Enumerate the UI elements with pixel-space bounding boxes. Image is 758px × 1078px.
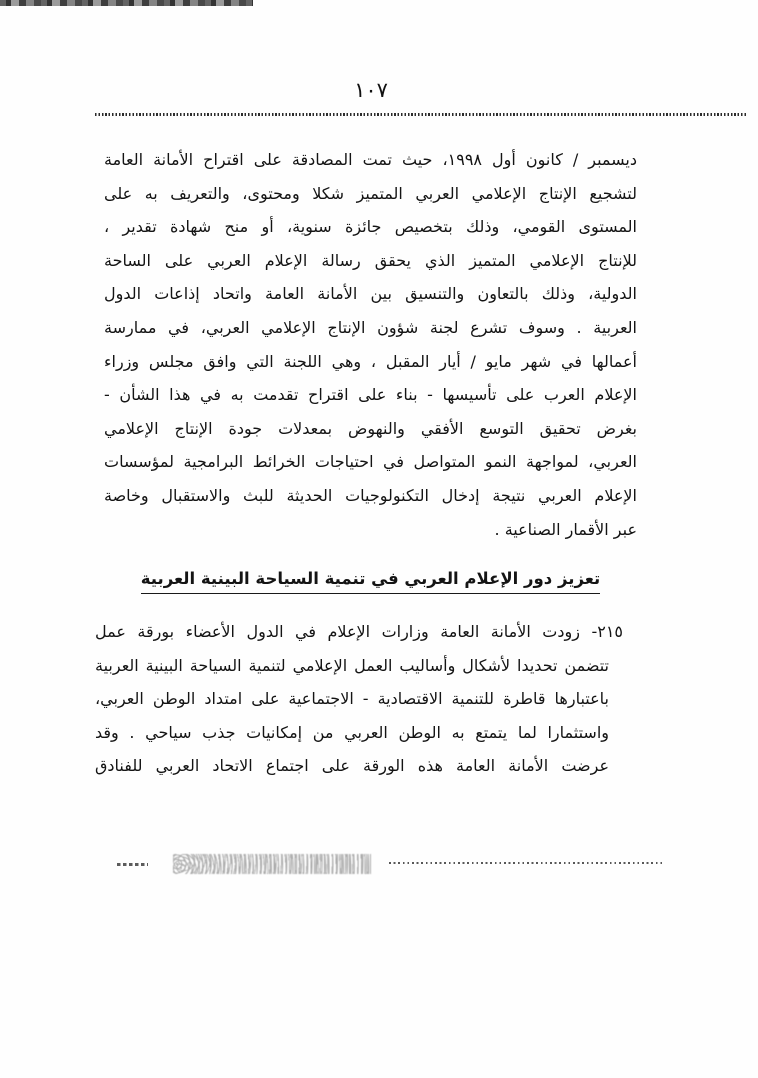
- text-line: تتضمن تحديدا لأشكال وأساليب العمل الإعلامي لتنمية السياحة البينية العربية: [95, 655, 609, 675]
- paragraph-media-production: [104, 143, 637, 546]
- section-heading-text: تعزيز دور الإعلام العربي في تنمية السياحة البينية العربية: [141, 569, 600, 594]
- text-line: باعتبارها قاطرة للتنمية الاقتصادية - الاجتماعية على امتداد الوطن العربي،: [95, 689, 609, 709]
- text-line: العربي، لمواجهة النمو المتواصل في احتياجات الخرائط البرامجية لمؤسسات: [104, 452, 637, 472]
- text-line: بغرض تحقيق التوسع الأفقي والنهوض بمعدلات جودة الإنتاج الإعلامي: [104, 418, 637, 438]
- header-dotted-rule: [95, 113, 747, 116]
- footer-marks: [115, 852, 665, 880]
- text-line: لتشجيع الإنتاج الإعلامي العربي المتميز شكلا ومحتوى، والتعريف به على: [104, 183, 637, 203]
- text-line: للإنتاج الإعلامي المتميز الذي يحقق رسالة الإعلام العربي على الساحة: [104, 250, 637, 270]
- text-line: ديسمبر / كانون أول ١٩٩٨، حيث تمت المصادقة على اقتراح الأمانة العامة: [104, 150, 637, 169]
- text-line: أعمالها في شهر مايو / أيار المقبل ، وهي اللجنة التي وافق مجلس وزراء: [104, 351, 637, 371]
- scan-artifact-band: [0, 0, 253, 6]
- section-heading: [104, 569, 637, 594]
- paragraph-215-tourism: [95, 615, 623, 783]
- text-line: ٢١٥- زودت الأمانة العامة وزارات الإعلام في الدول الأعضاء بورقة عمل: [95, 622, 623, 641]
- footer-dash-segment: [117, 863, 148, 866]
- text-line: الإعلام العربي نتيجة إدخال التكنولوجيات الحديثة للبث والاستقبال وخاصة: [104, 485, 637, 505]
- text-line: عبر الأقمار الصناعية .: [494, 519, 637, 539]
- text-line: الإعلام العرب على تأسيسها - بناء على اقتراح تقدمت به في هذا الشأن -: [104, 385, 637, 405]
- text-line: المستوى القومي، وذلك بتخصيص جائزة سنوية، أو منح شهادة تقدير ،: [104, 217, 637, 237]
- text-line: العربية . وسوف تشرع لجنة شؤون الإنتاج الإعلامي العربي، في ممارسة: [104, 317, 637, 337]
- footer-smudged-text: [173, 854, 371, 874]
- page-number: ١٠٧: [354, 78, 388, 102]
- text-line: واستثمارا لما يتمتع به الوطن العربي من إمكانيات جذب سياحي . وقد: [95, 722, 609, 742]
- text-line: الدولية، وذلك بالتعاون والتنسيق بين الأمانة العامة واتحاد إذاعات الدول: [104, 284, 637, 304]
- text-line: عرضت الأمانة العامة هذه الورقة على اجتماع الاتحاد العربي للفنادق: [95, 756, 609, 776]
- footer-dotted-rule: [389, 862, 663, 864]
